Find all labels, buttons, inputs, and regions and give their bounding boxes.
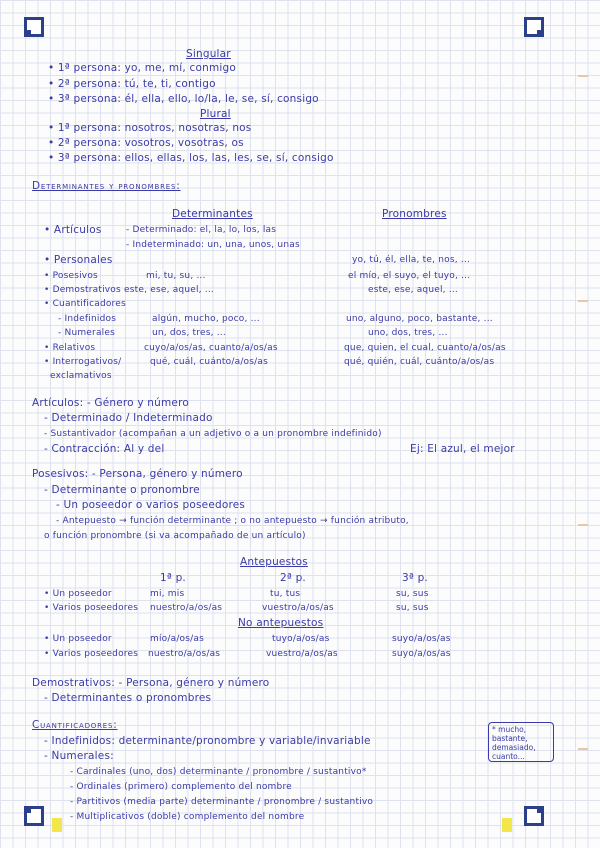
cuantificadores-line: - Partitivos (media parte) determinante / pronombre / sustantivo: [70, 797, 374, 807]
table-cell: tu, tus: [270, 589, 301, 599]
table-cell: mío/a/os/as: [150, 634, 204, 644]
row-pron: uno, alguno, poco, bastante, ...: [346, 314, 493, 324]
table-cell: tuyo/a/os/as: [272, 634, 330, 644]
row-label: • Cuantificadores: [44, 299, 126, 309]
cuantificadores-line: - Ordinales (primero) complemento del nombre: [70, 782, 292, 792]
row-label: • Artículos: [44, 224, 102, 236]
row-pron: el mío, el suyo, el tuyo, ...: [348, 271, 471, 281]
table-cell: su, sus: [396, 603, 429, 613]
table-row-label: • Varios poseedores: [44, 649, 139, 659]
articulos-line: - Sustantivador (acompañan a un adjetivo o a un pronombre indefinido): [44, 429, 382, 439]
articulos-heading: Artículos: - Género y número: [32, 397, 189, 409]
row-det: qué, cuál, cuánto/a/os/as: [150, 357, 268, 367]
row-det: - Determinado: el, la, lo, los, las: [126, 225, 277, 235]
person-header: 2ª p.: [280, 572, 306, 584]
column-heading-determinantes: Determinantes: [172, 208, 253, 220]
edge-mark: [578, 300, 588, 302]
demostrativos-heading: Demostrativos: - Persona, género y número: [32, 677, 270, 689]
row-pron: qué, quién, cuál, cuánto/a/os/as: [344, 357, 495, 367]
table-cell: su, sus: [396, 589, 429, 599]
cuantificadores-line: - Cardinales (uno, dos) determinante / pronombre / sustantivo*: [70, 767, 367, 777]
row-det: cuyo/a/os/as, cuanto/a/os/as: [144, 343, 278, 353]
posesivos-heading: Posesivos: - Persona, género y número: [32, 468, 243, 480]
singular-item: • 1ª persona: yo, me, mí, conmigo: [48, 62, 236, 74]
section-heading: Determinantes y pronombres:: [32, 180, 181, 192]
page-corner-mark: [24, 17, 44, 37]
articulos-line: - Determinado / Indeterminado: [44, 412, 213, 424]
row-label: • Interrogativos/: [44, 357, 122, 367]
row-label: • Relativos: [44, 343, 96, 353]
articulos-example: Ej: El azul, el mejor: [410, 443, 515, 455]
table-row-label: • Varios poseedores: [44, 603, 139, 613]
page-corner-mark: [24, 806, 44, 826]
singular-item: • 2ª persona: tú, te, ti, contigo: [48, 78, 216, 90]
page-corner-mark: [524, 17, 544, 37]
person-header: 3ª p.: [402, 572, 428, 584]
yellow-tab: [52, 818, 62, 832]
table-cell: mi, mis: [150, 589, 185, 599]
yellow-tab: [502, 818, 512, 832]
page-corner-mark: [524, 806, 544, 826]
table-cell: suyo/a/os/as: [392, 634, 451, 644]
table-cell: vuestro/a/os/as: [262, 603, 334, 613]
posesivos-line: - Un poseedor o varios poseedores: [56, 499, 246, 511]
edge-mark: [578, 748, 588, 750]
row-det: - Indeterminado: un, una, unos, unas: [126, 240, 300, 250]
table-title: No antepuestos: [238, 617, 324, 629]
row-label: - Indefinidos: [58, 314, 117, 324]
table-row-label: • Un poseedor: [44, 634, 112, 644]
plural-title: Plural: [200, 108, 231, 120]
demostrativos-line: - Determinantes o pronombres: [44, 692, 212, 704]
cuantificadores-line: - Multiplicativos (doble) complemento del nombre: [70, 812, 305, 822]
row-label: • Personales: [44, 254, 113, 266]
column-heading-pronombres: Pronombres: [382, 208, 447, 220]
table-title: Antepuestos: [240, 556, 308, 568]
row-label: exclamativos: [50, 371, 112, 381]
row-det: un, dos, tres, ...: [152, 328, 226, 338]
row-pron: uno, dos, tres, ...: [368, 328, 448, 338]
plural-item: • 3ª persona: ellos, ellas, los, las, les, se, sí, consigo: [48, 152, 334, 164]
row-pron: yo, tú, él, ella, te, nos, ...: [352, 255, 471, 265]
person-header: 1ª p.: [160, 572, 186, 584]
table-cell: vuestro/a/os/as: [266, 649, 338, 659]
row-label: - Numerales: [58, 328, 115, 338]
row-label: • Posesivos: [44, 271, 98, 281]
cuantificadores-heading: Cuantificadores:: [32, 719, 118, 731]
plural-item: • 2ª persona: vosotros, vosotras, os: [48, 137, 244, 149]
cuantificadores-line: - Indefinidos: determinante/pronombre y variable/invariable: [44, 735, 371, 747]
edge-mark: [578, 524, 588, 526]
posesivos-line: o función pronombre (si va acompañado de un artículo): [44, 531, 306, 541]
edge-mark: [578, 75, 588, 77]
row-pron: que, quien, el cual, cuanto/a/os/as: [344, 343, 506, 353]
row-label: • Demostrativos: [44, 285, 121, 295]
articulos-line: - Contracción: Al y del: [44, 443, 165, 455]
table-cell: nuestro/a/os/as: [148, 649, 221, 659]
posesivos-line: - Determinante o pronombre: [44, 484, 200, 496]
plural-item: • 1ª persona: nosotros, nosotras, nos: [48, 122, 252, 134]
row-det: algún, mucho, poco, ...: [152, 314, 260, 324]
singular-title: Singular: [186, 48, 231, 60]
cuantificadores-line: - Numerales:: [44, 750, 114, 762]
table-row-label: • Un poseedor: [44, 589, 112, 599]
table-cell: nuestro/a/os/as: [150, 603, 223, 613]
row-det: este, ese, aquel, ...: [124, 285, 214, 295]
row-pron: este, ese, aquel, ...: [368, 285, 458, 295]
singular-item: • 3ª persona: él, ella, ello, lo/la, le, se, sí, consigo: [48, 93, 319, 105]
side-note-box: * mucho, bastante, demasiado, cuanto...: [488, 722, 554, 762]
posesivos-line: - Antepuesto → función determinante ; o no antepuesto → función atributo,: [56, 516, 409, 526]
table-cell: suyo/a/os/as: [392, 649, 451, 659]
row-det: mi, tu, su, ...: [146, 271, 206, 281]
